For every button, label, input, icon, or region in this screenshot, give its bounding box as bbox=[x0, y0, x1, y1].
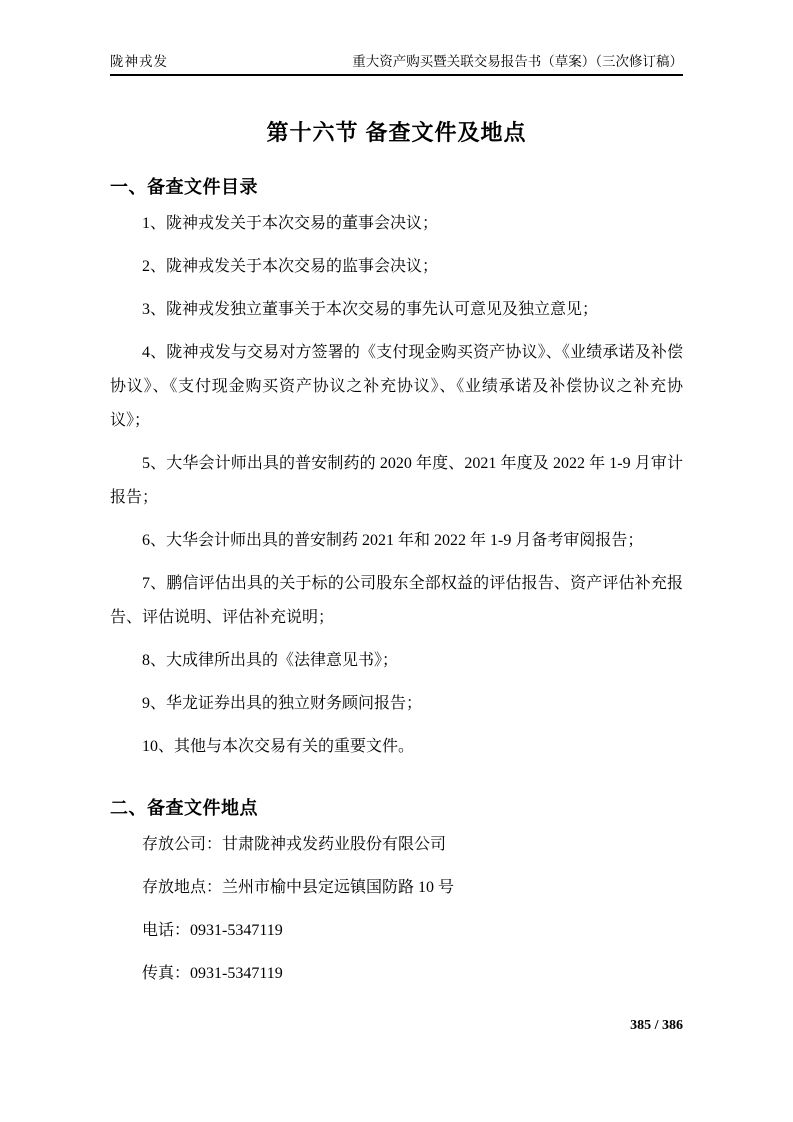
list-item: 3、陇神戎发独立董事关于本次交易的事先认可意见及独立意见； bbox=[142, 301, 599, 318]
header-report-title: 重大资产购买暨关联交易报告书（草案）（三次修订稿） bbox=[352, 54, 683, 69]
list-item: 8、大成律所出具的《法律意见书》； bbox=[142, 652, 399, 669]
document-page bbox=[110, 0, 683, 1122]
list-item: 4、陇神戎发与交易对方签署的《支付现金购买资产协议》、《业绩承诺及补偿协议》、《支付现金购买资产协议之补充协议》、《业绩承诺及补偿协议之补充协议》； bbox=[110, 344, 683, 429]
list-item: 10、其他与本次交易有关的重要文件。 bbox=[142, 738, 415, 755]
header-company-name: 陇神戎发 bbox=[110, 54, 168, 69]
storage-company-line: 存放公司：甘肃陇神戎发药业股份有限公司 bbox=[142, 836, 447, 853]
storage-address-line: 存放地点：兰州市榆中县定远镇国防路 10 号 bbox=[142, 879, 455, 896]
page-header bbox=[110, 50, 683, 76]
list-item: 7、鹏信评估出具的关于标的公司股东全部权益的评估报告、资产评估补充报告、评估说明、评估补充说明； bbox=[110, 575, 683, 626]
page-title: 第十六节 备查文件及地点 bbox=[266, 120, 527, 145]
section-heading-document-list: 一、备查文件目录 bbox=[110, 177, 258, 197]
list-item: 2、陇神戎发关于本次交易的监事会决议； bbox=[142, 258, 439, 275]
list-item: 1、陇神戎发关于本次交易的董事会决议； bbox=[142, 215, 439, 232]
fax-line: 传真：0931-5347119 bbox=[142, 965, 283, 982]
list-item: 5、大华会计师出具的普安制药的 2020 年度、2021 年度及 2022 年 1-9 月审计报告； bbox=[110, 455, 683, 506]
section-heading-document-location: 二、备查文件地点 bbox=[110, 798, 258, 818]
phone-line: 电话：0931-5347119 bbox=[142, 922, 283, 939]
list-item: 6、大华会计师出具的普安制药 2021 年和 2022 年 1-9 月备考审阅报告； bbox=[142, 532, 644, 549]
list-item: 9、华龙证券出具的独立财务顾问报告； bbox=[142, 695, 423, 712]
page-number: 385 / 386 bbox=[630, 1018, 683, 1033]
